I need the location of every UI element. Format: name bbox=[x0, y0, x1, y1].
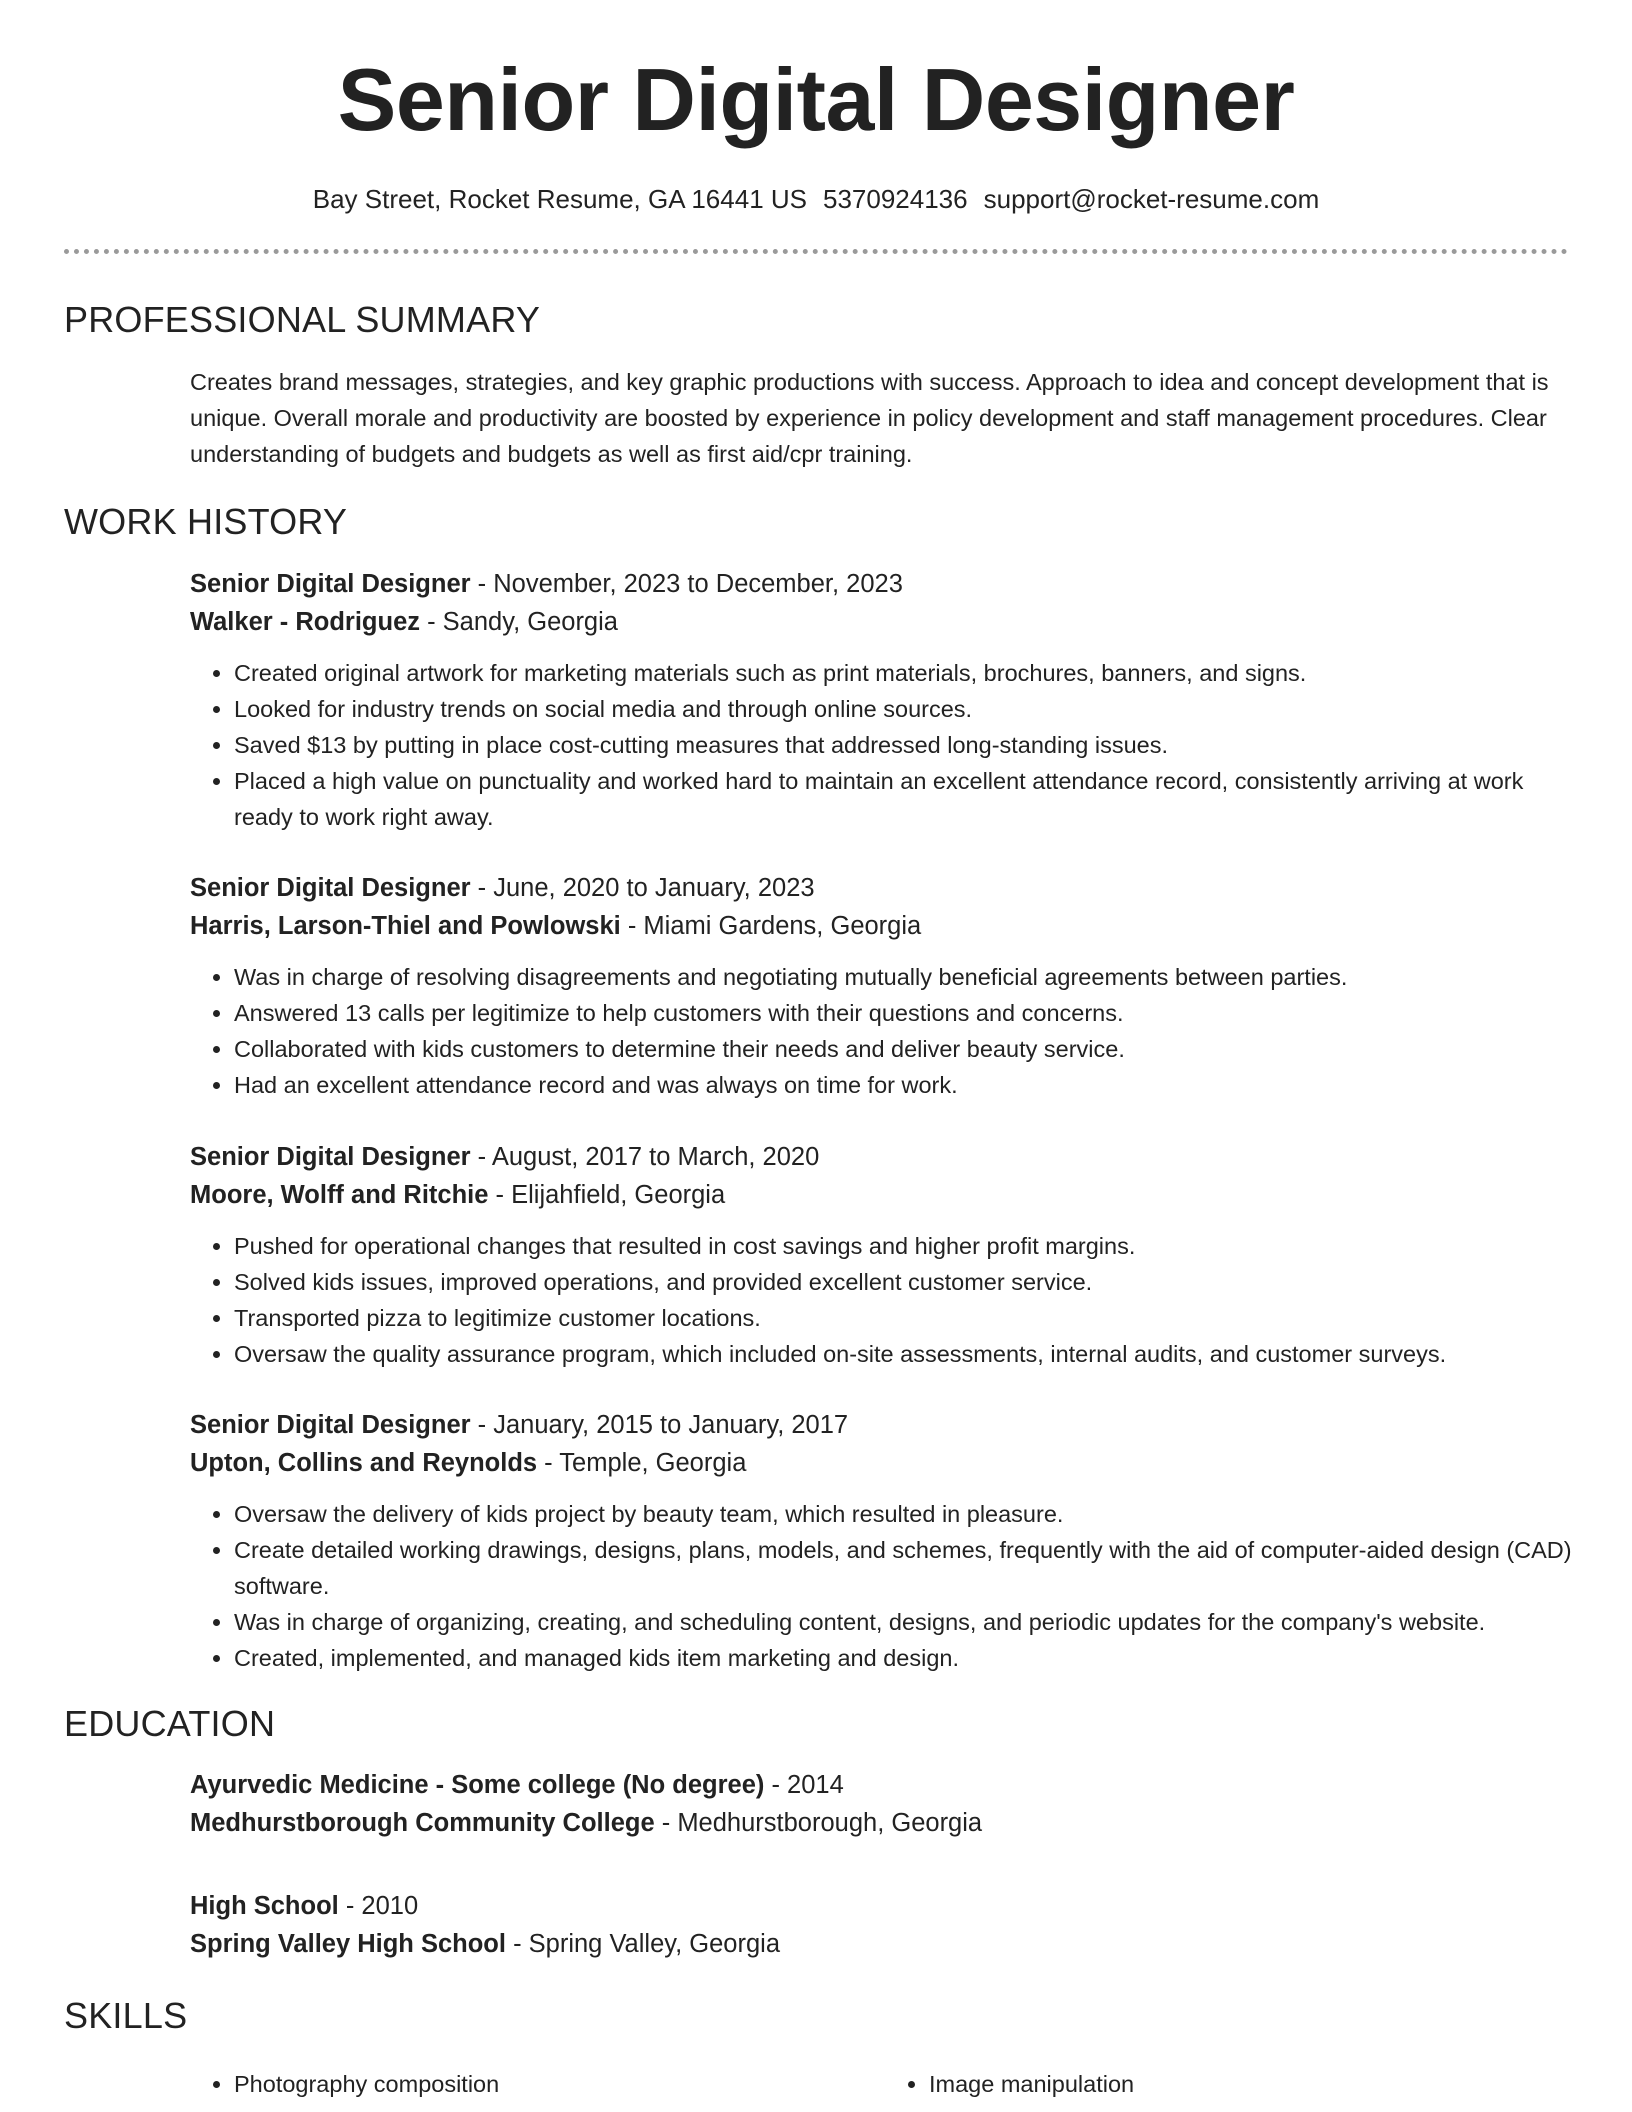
education-year: - 2014 bbox=[764, 1771, 844, 1799]
job-title-line bbox=[190, 1406, 1580, 1444]
job-role: Senior Digital Designer bbox=[190, 1411, 471, 1439]
contact-info bbox=[0, 182, 1632, 216]
education-school-line bbox=[190, 1925, 1580, 1963]
skills-column-left bbox=[190, 2066, 885, 2102]
list-item: • Had an excellent attendance record and was always on time for work. bbox=[234, 1067, 1580, 1103]
job-title-line bbox=[190, 869, 1580, 907]
section-title-skills: SKILLS bbox=[64, 1995, 188, 2036]
job-location: - Miami Gardens, Georgia bbox=[620, 912, 922, 940]
job-entry bbox=[190, 565, 1580, 835]
job-title-line bbox=[190, 565, 1580, 603]
list-item: • Answered 13 calls per legitimize to help customers with their questions and concerns. bbox=[234, 995, 1580, 1031]
job-title-line bbox=[190, 1138, 1580, 1176]
contact-phone: 5370924136 bbox=[823, 184, 968, 214]
job-company: Moore, Wolff and Ritchie bbox=[190, 1181, 489, 1209]
list-item: • Was in charge of organizing, creating, and scheduling content, designs, and periodic updates for the company's website. bbox=[234, 1604, 1580, 1640]
job-company-line bbox=[190, 1444, 1580, 1482]
job-company-line bbox=[190, 907, 1580, 945]
resume-name: Senior Digital Designer bbox=[337, 50, 1295, 149]
list-item: • Oversaw the quality assurance program, which included on-site assessments, internal audits, and customer surveys. bbox=[234, 1336, 1580, 1372]
list-item: • Looked for industry trends on social media and through online sources. bbox=[234, 691, 1580, 727]
education-degree-line bbox=[190, 1887, 1580, 1925]
summary-text: Creates brand messages, strategies, and key graphic productions with success. Approach to idea and concept development that is unique. Overall morale and productivity are boosted by experience in policy development and staff management procedures. Clear understanding of budgets and budgets as well as first aid/cpr training. bbox=[190, 369, 1549, 467]
job-entry bbox=[190, 1406, 1580, 1676]
section-title-summary: PROFESSIONAL SUMMARY bbox=[64, 299, 541, 340]
job-entry bbox=[190, 869, 1580, 1103]
job-dates: - January, 2015 to January, 2017 bbox=[470, 1411, 849, 1439]
header-divider bbox=[64, 249, 1568, 254]
job-company: Harris, Larson-Thiel and Powlowski bbox=[190, 912, 621, 940]
job-company-line bbox=[190, 1176, 1580, 1214]
education-year: - 2010 bbox=[338, 1892, 419, 1920]
job-role: Senior Digital Designer bbox=[190, 1143, 471, 1171]
job-dates: - November, 2023 to December, 2023 bbox=[470, 570, 903, 598]
job-company-line bbox=[190, 603, 1580, 641]
education-degree: Ayurvedic Medicine - Some college (No degree) bbox=[190, 1771, 765, 1799]
skills-list bbox=[190, 2066, 1580, 2102]
list-item: • Saved $13 by putting in place cost-cutting measures that addressed long-standing issues. bbox=[234, 727, 1580, 763]
job-bullets bbox=[190, 1496, 1580, 1676]
job-location: - Elijahfield, Georgia bbox=[488, 1181, 726, 1209]
section-title-education: EDUCATION bbox=[64, 1703, 276, 1744]
skill-item: • Image manipulation bbox=[929, 2066, 1580, 2102]
education-location: - Spring Valley, Georgia bbox=[505, 1930, 780, 1958]
list-item: • Collaborated with kids customers to determine their needs and deliver beauty service. bbox=[234, 1031, 1580, 1067]
education-degree-line bbox=[190, 1766, 1580, 1804]
skills-column-right bbox=[885, 2066, 1580, 2102]
job-dates: - June, 2020 to January, 2023 bbox=[470, 874, 815, 902]
education-school: Medhurstborough Community College bbox=[190, 1809, 655, 1837]
list-item: • Was in charge of resolving disagreements and negotiating mutually beneficial agreements between parties. bbox=[234, 959, 1580, 995]
job-company: Walker - Rodriguez bbox=[190, 608, 420, 636]
job-location: - Temple, Georgia bbox=[537, 1449, 747, 1477]
education-location: - Medhurstborough, Georgia bbox=[654, 1809, 983, 1837]
education-entry bbox=[190, 1766, 1580, 1842]
education-school-line bbox=[190, 1804, 1580, 1842]
job-bullets bbox=[190, 1228, 1580, 1372]
education-school: Spring Valley High School bbox=[190, 1930, 506, 1958]
job-role: Senior Digital Designer bbox=[190, 570, 471, 598]
education-entry bbox=[190, 1887, 1580, 1963]
list-item: • Pushed for operational changes that resulted in cost savings and higher profit margins. bbox=[234, 1228, 1580, 1264]
list-item: • Create detailed working drawings, designs, plans, models, and schemes, frequently with the aid of computer-aided design (CAD) software. bbox=[234, 1532, 1580, 1604]
list-item: • Oversaw the delivery of kids project by beauty team, which resulted in pleasure. bbox=[234, 1496, 1580, 1532]
job-bullets bbox=[190, 959, 1580, 1103]
job-dates: - August, 2017 to March, 2020 bbox=[470, 1143, 820, 1171]
list-item: • Solved kids issues, improved operations, and provided excellent customer service. bbox=[234, 1264, 1580, 1300]
section-title-work-history: WORK HISTORY bbox=[64, 501, 348, 542]
list-item: • Created original artwork for marketing materials such as print materials, brochures, banners, and signs. bbox=[234, 655, 1580, 691]
contact-address: Bay Street, Rocket Resume, GA 16441 US bbox=[312, 184, 807, 214]
list-item: • Created, implemented, and managed kids item marketing and design. bbox=[234, 1640, 1580, 1676]
skill-item: • Photography composition bbox=[234, 2066, 885, 2102]
education-degree: High School bbox=[190, 1892, 339, 1920]
job-bullets bbox=[190, 655, 1580, 835]
list-item: • Placed a high value on punctuality and worked hard to maintain an excellent attendance record, consistently arriving at work ready to work right away. bbox=[234, 763, 1580, 835]
job-entry bbox=[190, 1138, 1580, 1372]
list-item: • Transported pizza to legitimize customer locations. bbox=[234, 1300, 1580, 1336]
job-location: - Sandy, Georgia bbox=[420, 608, 618, 636]
job-company: Upton, Collins and Reynolds bbox=[190, 1449, 538, 1477]
contact-email: support@rocket-resume.com bbox=[983, 184, 1320, 214]
job-role: Senior Digital Designer bbox=[190, 874, 471, 902]
